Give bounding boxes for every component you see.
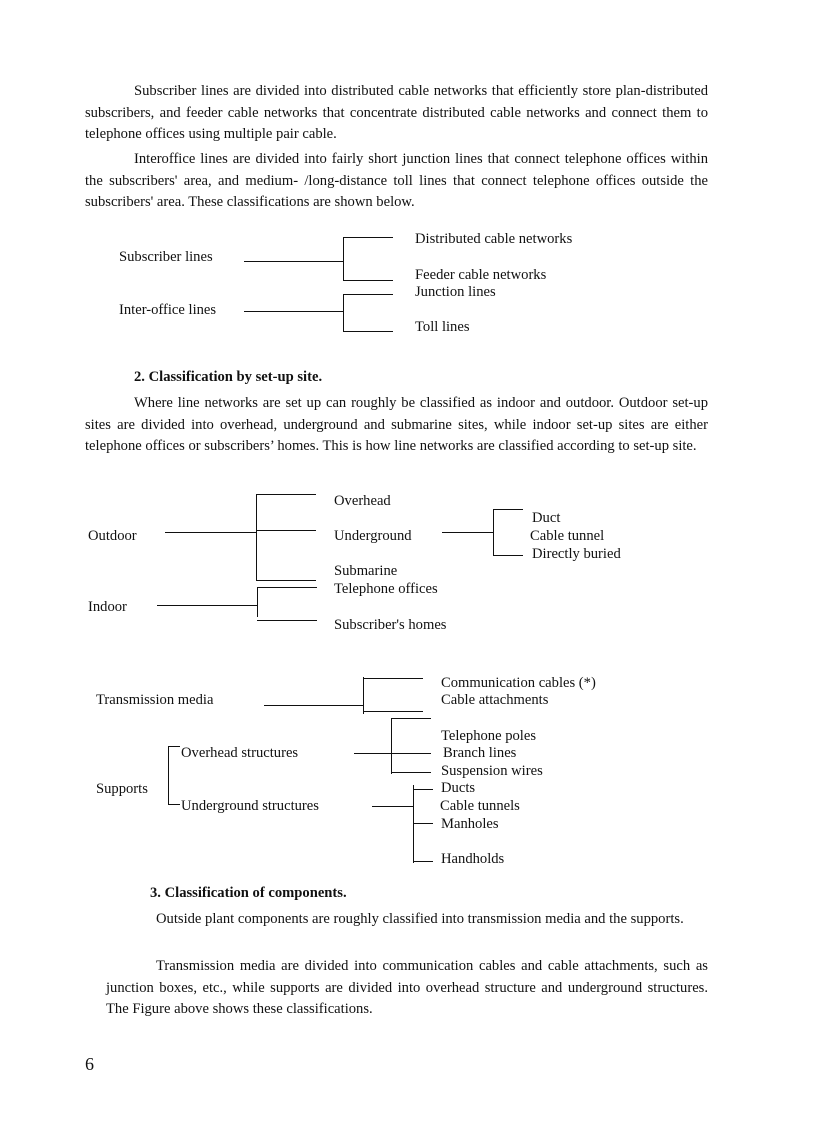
connector-line — [493, 509, 523, 510]
label-manholes: Manholes — [441, 816, 499, 832]
label-handholds: Handholds — [441, 851, 505, 867]
label-cable-tunnels: Cable tunnels — [440, 798, 520, 814]
connector-line — [354, 753, 392, 754]
connector-line — [256, 530, 316, 531]
bracket-line — [256, 494, 257, 581]
connector-line — [493, 555, 523, 556]
paragraph-setup-site: Where line networks are set up can roughly be classified as indoor and outdoor. Outdoor set-up sites are divided into overhead, underground and submarine sites, while indoor set-up sites are either telephone offices or subscribers’ homes. This is how line networks are classified according to set-up site. — [85, 395, 708, 454]
label-indoor: Indoor — [88, 599, 127, 615]
connector-line — [372, 806, 414, 807]
connector-line — [343, 237, 393, 238]
connector-line — [391, 753, 431, 754]
label-underground: Underground — [334, 528, 412, 544]
connector-line — [363, 678, 423, 679]
connector-line — [257, 587, 317, 588]
heading-classification-setup-site: 2. Classification by set-up site. — [134, 369, 323, 385]
label-underground-structures: Underground structures — [181, 798, 319, 814]
label-feeder-cable-networks: Feeder cable networks — [415, 267, 547, 283]
bracket-line — [363, 677, 364, 714]
connector-line — [264, 705, 364, 706]
connector-line — [244, 261, 344, 262]
connector-line — [391, 772, 431, 773]
label-subscriber-lines: Subscriber lines — [119, 249, 213, 265]
label-duct: Duct — [532, 510, 561, 526]
connector-line — [391, 718, 431, 719]
label-overhead-structures: Overhead structures — [181, 745, 299, 761]
label-subscribers-homes: Subscriber's homes — [334, 617, 447, 633]
label-toll-lines: Toll lines — [415, 319, 470, 335]
label-ducts: Ducts — [441, 780, 476, 796]
label-junction-lines: Junction lines — [415, 284, 496, 300]
connector-line — [442, 532, 494, 533]
label-telephone-poles: Telephone poles — [441, 728, 537, 744]
bracket-line — [493, 509, 494, 556]
connector-line — [165, 532, 257, 533]
connector-line — [363, 711, 423, 712]
label-telephone-offices: Telephone offices — [334, 581, 438, 597]
connector-line — [413, 861, 433, 862]
label-submarine: Submarine — [334, 563, 398, 579]
label-cable-tunnel: Cable tunnel — [530, 528, 605, 544]
label-suspension-wires: Suspension wires — [441, 763, 543, 779]
bracket-line — [391, 718, 392, 774]
label-communication-cables: Communication cables (*) — [441, 675, 596, 691]
paragraph-components: Outside plant components are roughly classified into transmission media and the supports. — [156, 911, 684, 927]
label-inter-office-lines: Inter-office lines — [119, 302, 217, 318]
bracket-line — [168, 746, 169, 805]
paragraph-transmission-supports: Transmission media are divided into communication cables and cable attachments, such as junction boxes, etc., while supports are divided into overhead structure and underground structures. The Figure above shows these classifications. — [106, 958, 708, 1017]
connector-line — [257, 620, 317, 621]
connector-line — [413, 823, 433, 824]
label-distributed-cable-networks: Distributed cable networks — [415, 231, 573, 247]
connector-line — [343, 280, 393, 281]
connector-line — [168, 804, 180, 805]
page-number: 6 — [85, 1054, 94, 1074]
label-overhead: Overhead — [334, 493, 391, 509]
connector-line — [413, 789, 433, 790]
bracket-line — [343, 294, 344, 332]
connector-line — [244, 311, 344, 312]
label-cable-attachments: Cable attachments — [441, 692, 549, 708]
connector-line — [256, 580, 316, 581]
label-branch-lines: Branch lines — [443, 745, 517, 761]
bracket-line — [257, 587, 258, 617]
connector-line — [343, 331, 393, 332]
connector-line — [343, 294, 393, 295]
bracket-line — [343, 237, 344, 281]
label-outdoor: Outdoor — [88, 528, 137, 544]
label-supports: Supports — [96, 781, 148, 797]
connector-line — [256, 494, 316, 495]
heading-classification-components: 3. Classification of components. — [150, 885, 347, 901]
paragraph-subscriber-lines: Subscriber lines are divided into distributed cable networks that efficiently store plan-distributed subscribers, and feeder cable networks that concentrate distributed cable networks and connect them to telephone offices using multiple pair cable. — [85, 83, 708, 142]
label-transmission-media: Transmission media — [96, 692, 214, 708]
connector-line — [168, 746, 180, 747]
label-directly-buried: Directly buried — [532, 546, 621, 562]
paragraph-interoffice-lines: Interoffice lines are divided into fairly short junction lines that connect telephone offices within the subscribers' area, and medium- /long-distance toll lines that connect telephone offices outside the subscribers' area. These classifications are shown below. — [85, 151, 708, 210]
connector-line — [157, 605, 258, 606]
